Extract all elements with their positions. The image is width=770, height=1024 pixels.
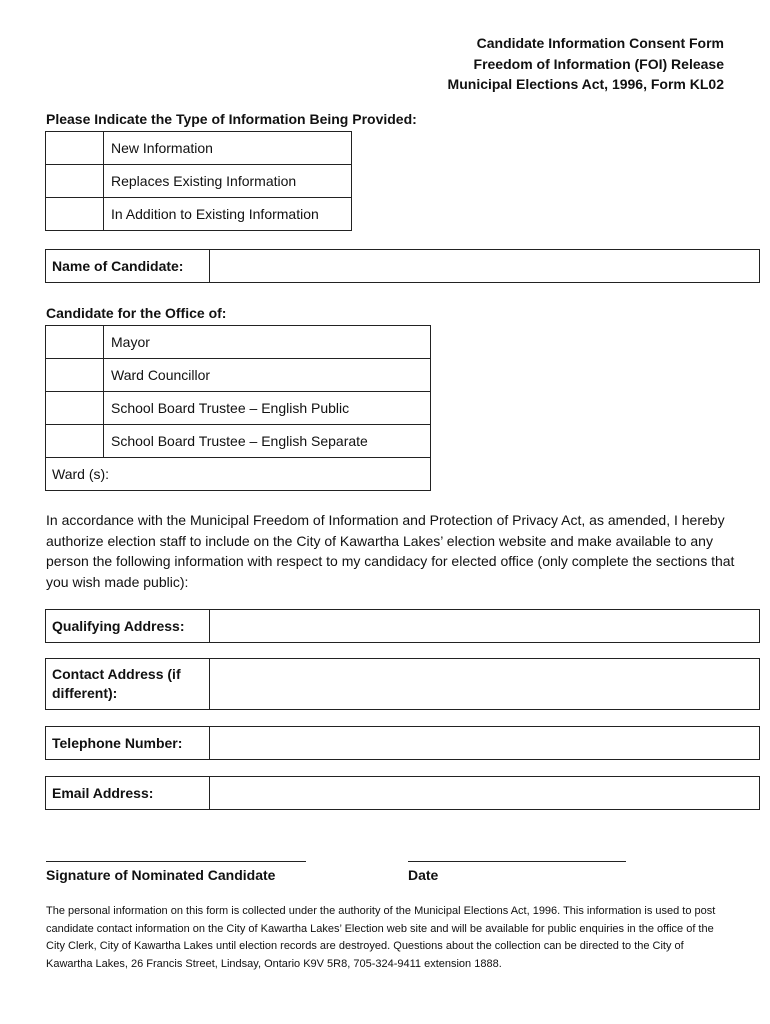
ward-label: Ward (s): [52, 466, 110, 482]
qualifying-address-label: Qualifying Address: [46, 610, 210, 642]
info-type-row-replaces [46, 165, 352, 198]
office-row-trustee-public [46, 392, 431, 425]
date-line[interactable] [408, 861, 626, 862]
mayor-checkbox[interactable] [46, 326, 104, 359]
addition-information-checkbox[interactable] [46, 198, 104, 231]
qualifying-address-input[interactable] [210, 610, 759, 642]
trustee-separate-label: School Board Trustee – English Separate [104, 425, 431, 458]
office-table [45, 325, 431, 491]
email-field [45, 776, 760, 810]
email-label: Email Address: [46, 777, 210, 809]
ward-councillor-label: Ward Councillor [104, 359, 431, 392]
contact-address-field [45, 658, 760, 710]
replaces-information-checkbox[interactable] [46, 165, 104, 198]
candidate-name-label: Name of Candidate: [46, 250, 210, 282]
date-label: Date [408, 867, 439, 883]
contact-address-input[interactable] [210, 659, 759, 709]
candidate-name-input[interactable] [210, 250, 759, 282]
telephone-input[interactable] [210, 727, 759, 759]
mayor-label: Mayor [104, 326, 431, 359]
form-title: Candidate Information Consent Form [476, 35, 724, 51]
email-input[interactable] [210, 777, 759, 809]
consent-paragraph: In accordance with the Municipal Freedom of Information and Protection of Privacy Act, as amended, I hereby authorize election staff to include on the City of Kawartha Lakes’ election website and make available to any person the following information with respect to my candidacy for elected office (only complete the sections that you wish made public): [46, 512, 735, 590]
signature-line[interactable] [46, 861, 306, 862]
addition-information-label: In Addition to Existing Information [104, 198, 352, 231]
trustee-public-label: School Board Trustee – English Public [104, 392, 431, 425]
contact-address-label: Contact Address (if different): [46, 659, 210, 709]
form-act-reference: Municipal Elections Act, 1996, Form KL02 [447, 76, 724, 92]
candidate-name-field [45, 249, 760, 283]
form-header [448, 33, 724, 95]
telephone-field [45, 726, 760, 760]
info-type-table [45, 131, 352, 231]
replaces-information-label: Replaces Existing Information [104, 165, 352, 198]
qualifying-address-field [45, 609, 760, 643]
trustee-public-checkbox[interactable] [46, 392, 104, 425]
office-row-mayor [46, 326, 431, 359]
info-type-heading: Please Indicate the Type of Information Being Provided: [46, 111, 417, 127]
office-heading: Candidate for the Office of: [46, 305, 227, 321]
privacy-notice: The personal information on this form is collected under the authority of the Municipal Elections Act, 1996. This information is used to post candidate contact information on the City of Kawartha Lakes’ Election web site and will be available for public enquiries in the office of the City Clerk, City of Kawartha Lakes until election records are destroyed. Questions about the collection can be directed to the City of Kawartha Lakes, 26 Francis Street, Lindsay, Ontario K9V 5R8, 705-324-9411 extension 1888. [46, 905, 716, 970]
form-subtitle: Freedom of Information (FOI) Release [473, 55, 724, 72]
office-row-ward [46, 458, 431, 491]
info-type-row-new [46, 132, 352, 165]
telephone-label: Telephone Number: [46, 727, 210, 759]
ward-councillor-checkbox[interactable] [46, 359, 104, 392]
office-row-trustee-separate [46, 425, 431, 458]
new-information-label: New Information [104, 132, 352, 165]
office-row-ward-councillor [46, 359, 431, 392]
ward-input[interactable] [46, 458, 431, 491]
signature-label: Signature of Nominated Candidate [46, 867, 276, 883]
trustee-separate-checkbox[interactable] [46, 425, 104, 458]
new-information-checkbox[interactable] [46, 132, 104, 165]
info-type-row-addition [46, 198, 352, 231]
